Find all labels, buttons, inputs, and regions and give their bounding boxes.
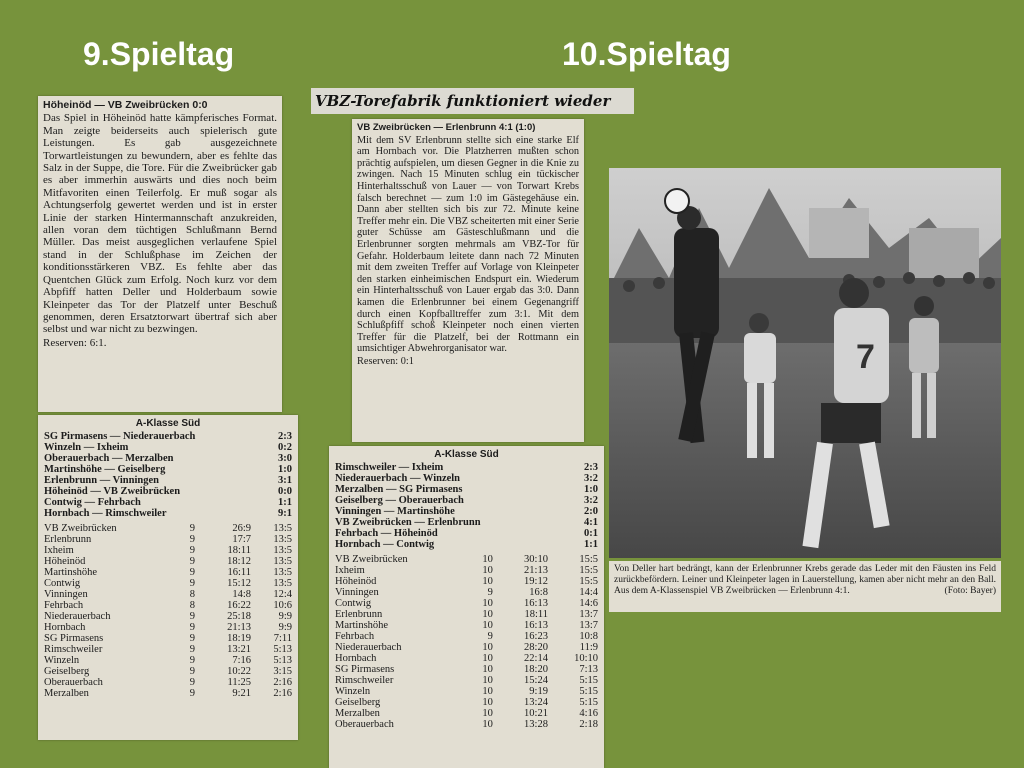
standings-row — [44, 556, 292, 567]
result-row — [335, 517, 598, 528]
standings-team: Hornbach — [335, 653, 377, 664]
table-title: A-Klasse Süd — [135, 418, 201, 429]
standings-team: Merzalben — [44, 688, 89, 699]
standings-points: 10:10 — [574, 653, 598, 664]
standings-row — [335, 675, 598, 686]
standings-goals: 22:14 — [524, 653, 548, 664]
standings-row — [335, 620, 598, 631]
standings-points: 4:16 — [579, 708, 598, 719]
standings-team: Höheinöd — [44, 556, 86, 567]
standings-row — [335, 719, 598, 730]
standings-team: Fehrbach — [335, 631, 375, 642]
standings-team: Winzeln — [44, 655, 80, 666]
standings-goals: 15:12 — [227, 578, 252, 589]
standings-goals: 11:25 — [227, 677, 252, 688]
standings-team: Erlenbrunn — [335, 609, 383, 620]
standings-games: 10 — [482, 565, 493, 576]
standings-points: 15:5 — [579, 576, 598, 587]
standings-team: SG Pirmasens — [335, 664, 395, 675]
standings-row — [44, 644, 292, 655]
standings-games: 10 — [482, 642, 493, 653]
result-row — [335, 484, 598, 495]
standings-row — [44, 534, 292, 545]
standings-row — [335, 708, 598, 719]
standings-team: Vinningen — [335, 587, 379, 598]
standings-team: Niederauerbach — [335, 642, 402, 653]
standings-row — [44, 589, 292, 600]
standings-games: 10 — [482, 653, 493, 664]
standings-row — [335, 587, 598, 598]
standings-goals: 30:10 — [524, 554, 548, 565]
standings-goals: 19:12 — [524, 576, 548, 587]
standings-row — [44, 545, 292, 556]
standings-games: 9 — [189, 567, 195, 578]
standings-team: Oberauerbach — [44, 677, 103, 688]
standings-points: 5:15 — [579, 675, 598, 686]
results-table — [44, 431, 292, 519]
standings-goals: 13:21 — [227, 644, 252, 655]
article-headline: Höheinöd — VB Zweibrücken 0:0 — [43, 99, 208, 111]
standings-row — [44, 655, 292, 666]
result-match: Hornbach — Rimschweiler — [44, 508, 167, 519]
result-row — [44, 453, 292, 464]
standings-row — [44, 611, 292, 622]
standings-points: 14:4 — [579, 587, 598, 598]
standings-points: 13:7 — [579, 609, 598, 620]
standings-team: Geiselberg — [44, 666, 90, 677]
standings-team: Rimschweiler — [44, 644, 103, 655]
standings-goals: 17:7 — [232, 534, 252, 545]
standings-goals: 21:13 — [227, 622, 252, 633]
standings-points: 10:8 — [579, 631, 598, 642]
standings-points: 13:5 — [273, 567, 292, 578]
standings-goals: 14:8 — [232, 589, 252, 600]
standings-games: 9 — [189, 688, 195, 699]
standings-team: Contwig — [44, 578, 81, 589]
match-photo-image — [609, 168, 1001, 558]
standings-row — [44, 666, 292, 677]
result-row — [44, 431, 292, 442]
standings-points: 13:5 — [273, 545, 292, 556]
heading-9-spieltag: 9.Spieltag — [83, 36, 235, 72]
standings-team: SG Pirmasens — [44, 633, 104, 644]
result-match: Höheinöd — VB Zweibrücken — [44, 486, 181, 497]
result-score: 1:0 — [584, 484, 598, 495]
standings-row — [335, 664, 598, 675]
standings-games: 9 — [189, 677, 195, 688]
standings-team: Winzeln — [335, 686, 371, 697]
result-score: 4:1 — [584, 517, 598, 528]
results-table — [335, 462, 598, 550]
photo-caption: Von Deller hart bedrängt, kann der Erlenbrunner Krebs gerade das Leder mit den Fäusten ins Feld zurückbefördern. Leiner und Kleinpeter lagen in Lauerstellung, kamen aber nicht mehr an den Ball. Aus dem A-Klassenspiel VB Zweibrücken — Erlenbrunn 4:1. — [614, 564, 996, 596]
standings-row — [335, 576, 598, 587]
standings-games: 9 — [189, 534, 195, 545]
standings-games: 10 — [482, 719, 493, 730]
standings-goals: 25:18 — [227, 611, 252, 622]
standings-team: Vinningen — [44, 589, 88, 600]
result-match: Rimschweiler — Ixheim — [335, 462, 444, 473]
standings-points: 7:13 — [579, 664, 598, 675]
result-match: Martinshöhe — Geiselberg — [44, 464, 166, 475]
jersey-number: 7 — [856, 338, 875, 376]
standings-team: Rimschweiler — [335, 675, 394, 686]
result-score: 2:3 — [278, 431, 292, 442]
standings-games: 9 — [189, 578, 195, 589]
standings-goals: 16:8 — [529, 587, 548, 598]
result-score: 2:0 — [584, 506, 598, 517]
standings-goals: 18:20 — [524, 664, 548, 675]
standings-games: 10 — [482, 620, 493, 631]
result-score: 9:1 — [278, 508, 292, 519]
article-headline: VB Zweibrücken — Erlenbrunn 4:1 (1:0) — [357, 122, 536, 133]
article-body: Das Spiel in Höheinöd hatte kämpferisches Format. Man zeigte beiderseits auch spielerisch gute Leistungen. Es gab ausgezeichnete Torwartleistungen zu bewundern, aber es fehlte das Salz in der Suppe, die Tore. Für die Zweibrücker gab es aber immerhin auswärts und dies noch beim Mitfavoriten einen Teilerfolg. Er muß sogar als Achtungserfolg gewertet werden und ist in erster Linie der starken Hintermannschaft anzukreiden, allen voran dem tüchtigen Schlußmann Bernd Müller. Das meist ausgeglichen verlaufene Spiel stand in der Schlußphase im Zeichen der konditionsstärkeren VBZ. Es fehlte aber das Quentchen Glück zum Erfolg. Noch kurz vor dem Abpfiff hatten Deller und Holderbaum sowie Kleinpeter das Tor der Platzelf unter Beschuß genommen, deren Ersatztorwart übertraf sich aber selbst und war nicht zu bezwingen. — [43, 112, 277, 336]
standings-row — [335, 598, 598, 609]
standings-games: 8 — [189, 589, 195, 600]
standings-row — [335, 697, 598, 708]
standings-row — [335, 631, 598, 642]
standings-games: 9 — [189, 622, 195, 633]
result-match: Contwig — Fehrbach — [44, 497, 141, 508]
standings-goals: 16:13 — [524, 598, 548, 609]
standings-row — [335, 554, 598, 565]
standings-games: 10 — [482, 554, 493, 565]
standings-games: 10 — [482, 664, 493, 675]
standings-team: Erlenbrunn — [44, 534, 92, 545]
standings-points: 9:9 — [278, 611, 292, 622]
standings-games: 9 — [487, 587, 493, 598]
result-score: 0:1 — [584, 528, 598, 539]
table-spieltag-10 — [329, 446, 604, 768]
standings-team: Martinshöhe — [335, 620, 389, 631]
standings-games: 10 — [482, 609, 493, 620]
standings-points: 15:5 — [579, 565, 598, 576]
article-reserves: Reserven: 0:1 — [357, 355, 414, 367]
standings-goals: 26:9 — [232, 523, 252, 534]
result-match: Fehrbach — Höheinöd — [335, 528, 438, 539]
standings-team: VB Zweibrücken — [44, 523, 117, 534]
result-score: 3:1 — [278, 475, 292, 486]
result-row — [44, 442, 292, 453]
result-score: 0:2 — [278, 442, 292, 453]
standings-row — [44, 600, 292, 611]
table-spieltag-9 — [38, 415, 298, 740]
standings-goals: 16:13 — [524, 620, 548, 631]
standings-points: 7:11 — [273, 633, 292, 644]
standings-games: 10 — [482, 697, 493, 708]
standings-games: 9 — [189, 545, 195, 556]
standings-table — [44, 523, 292, 699]
article-spieltag-10 — [352, 119, 584, 442]
standings-goals: 16:11 — [227, 567, 252, 578]
result-score: 0:0 — [278, 486, 292, 497]
standings-games: 9 — [189, 655, 195, 666]
standings-goals: 13:28 — [524, 719, 548, 730]
photo-caption-box — [609, 561, 1001, 612]
standings-team: Oberauerbach — [335, 719, 394, 730]
standings-team: Merzalben — [335, 708, 380, 719]
standings-goals: 18:12 — [227, 556, 252, 567]
table-title: A-Klasse Süd — [434, 449, 499, 460]
standings-points: 12:4 — [273, 589, 292, 600]
standings-games: 8 — [189, 600, 195, 611]
standings-goals: 9:21 — [232, 688, 252, 699]
standings-points: 5:13 — [273, 644, 292, 655]
standings-games: 10 — [482, 576, 493, 587]
standings-games: 9 — [189, 644, 195, 655]
standings-points: 15:5 — [579, 554, 598, 565]
result-match: Winzeln — Ixheim — [44, 442, 129, 453]
standings-points: 9:9 — [278, 622, 292, 633]
result-score: 1:1 — [278, 497, 292, 508]
standings-row — [44, 633, 292, 644]
standings-points: 14:6 — [579, 598, 598, 609]
football — [665, 189, 689, 213]
standings-row — [44, 622, 292, 633]
standings-points: 13:5 — [273, 523, 292, 534]
standings-team: Martinshöhe — [44, 567, 98, 578]
standings-points: 13:5 — [273, 578, 292, 589]
standings-goals: 21:13 — [524, 565, 548, 576]
standings-points: 13:7 — [579, 620, 598, 631]
result-score: 3:2 — [584, 495, 598, 506]
standings-goals: 18:11 — [524, 609, 548, 620]
standings-goals: 16:23 — [524, 631, 548, 642]
result-match: SG Pirmasens — Niederauerbach — [44, 431, 196, 442]
result-score: 2:3 — [584, 462, 598, 473]
standings-games: 9 — [189, 556, 195, 567]
standings-goals: 13:24 — [524, 697, 548, 708]
result-match: Vinningen — Martinshöhe — [335, 506, 455, 517]
result-score: 3:0 — [278, 453, 292, 464]
standings-goals: 9:19 — [529, 686, 548, 697]
result-score: 1:0 — [278, 464, 292, 475]
article-banner-headline: VBZ-Torefabrik funktioniert wieder — [311, 88, 634, 114]
standings-games: 10 — [482, 675, 493, 686]
result-match: Niederauerbach — Winzeln — [335, 473, 461, 484]
standings-goals: 18:11 — [227, 545, 252, 556]
standings-games: 10 — [482, 708, 493, 719]
standings-points: 13:5 — [273, 556, 292, 567]
standings-points: 3:15 — [273, 666, 292, 677]
standings-team: Ixheim — [44, 545, 74, 556]
standings-points: 5:15 — [579, 686, 598, 697]
result-row — [335, 539, 598, 550]
standings-points: 2:18 — [579, 719, 598, 730]
standings-table — [335, 554, 598, 730]
standings-points: 5:13 — [273, 655, 292, 666]
standings-points: 2:16 — [273, 688, 292, 699]
result-match: Oberauerbach — Merzalben — [44, 453, 174, 464]
standings-row — [44, 523, 292, 534]
standings-points: 5:15 — [579, 697, 598, 708]
standings-games: 9 — [189, 611, 195, 622]
result-row — [44, 486, 292, 497]
standings-row — [44, 677, 292, 688]
standings-row — [335, 642, 598, 653]
result-row — [335, 528, 598, 539]
standings-games: 10 — [482, 598, 493, 609]
result-row — [335, 495, 598, 506]
standings-team: Ixheim — [335, 565, 365, 576]
result-score: 3:2 — [584, 473, 598, 484]
standings-team: Höheinöd — [335, 576, 377, 587]
result-row — [335, 473, 598, 484]
standings-goals: 15:24 — [524, 675, 548, 686]
standings-points: 13:5 — [273, 534, 292, 545]
standings-games: 9 — [487, 631, 493, 642]
standings-row — [335, 565, 598, 576]
standings-games: 10 — [482, 686, 493, 697]
result-match: Merzalben — SG Pirmasens — [335, 484, 463, 495]
match-photo — [609, 168, 1001, 558]
standings-row — [335, 653, 598, 664]
article-spieltag-9 — [38, 96, 282, 412]
heading-10-spieltag: 10.Spieltag — [562, 36, 731, 72]
standings-row — [335, 609, 598, 620]
result-row — [44, 464, 292, 475]
standings-goals: 10:21 — [524, 708, 548, 719]
standings-points: 2:16 — [273, 677, 292, 688]
standings-team: VB Zweibrücken — [335, 554, 408, 565]
result-row — [44, 497, 292, 508]
result-row — [44, 508, 292, 519]
photo-credit: (Foto: Bayer) — [944, 586, 996, 596]
article-body: Mit dem SV Erlenbrunn stellte sich eine starke Elf am Hornbach vor. Die Platzherren mußten schon prächtig aufspielen, um diesen Gegner in die Knie zu zwingen. Nach 15 Minuten schlug ein tückischer Hinterhaltsschuß von Lauer — von Torwart Krebs falsch berechnet — zum 1:0 im Gästegehäuse ein. Dann aber stellten sich bis zur 72. Minute keine Treffer mehr ein. Die VBZ scheiterten mit einer Serie guter Schüsse am Gästeschlußmann und die Erlenbrunner sorgten mehrmals am VBZ-Tor für Gefahr. Holderbaum leitete dann nach 72 Minuten mit dem zweiten Treffer auf Vorlage von Kleinpeter den starken einheimischen Endspurt ein. Wiederum ein Hinterhaltsschuß von Lauer ergab das 3:0. Dann kamen die Erlenbrunner bei einem Gegenangriff durch einen Kopfballtreffer zum 3:1. Mit dem Schlußpfiff schoß Kleinpeter noch einen vierten Treffer für die Platzelf, bei der Rottmann ein umsichtiger Abwehrorganisator war. — [357, 134, 579, 355]
result-match: Erlenbrunn — Vinningen — [44, 475, 159, 486]
standings-points: 11:9 — [579, 642, 598, 653]
result-score: 1:1 — [584, 539, 598, 550]
standings-goals: 10:22 — [227, 666, 252, 677]
standings-team: Hornbach — [44, 622, 86, 633]
standings-team: Geiselberg — [335, 697, 381, 708]
result-row — [335, 462, 598, 473]
standings-games: 9 — [189, 523, 195, 534]
standings-team: Fehrbach — [44, 600, 84, 611]
standings-row — [44, 578, 292, 589]
result-row — [335, 506, 598, 517]
standings-games: 9 — [189, 666, 195, 677]
standings-points: 10:6 — [273, 600, 292, 611]
standings-row — [44, 688, 292, 699]
standings-goals: 7:16 — [232, 655, 252, 666]
result-match: Geiselberg — Oberauerbach — [335, 495, 464, 506]
standings-goals: 18:19 — [227, 633, 252, 644]
result-row — [44, 475, 292, 486]
standings-team: Contwig — [335, 598, 372, 609]
article-reserves: Reserven: 6:1. — [43, 336, 107, 349]
standings-goals: 28:20 — [524, 642, 548, 653]
standings-row — [335, 686, 598, 697]
standings-team: Niederauerbach — [44, 611, 111, 622]
standings-games: 9 — [189, 633, 195, 644]
result-match: VB Zweibrücken — Erlenbrunn — [335, 517, 481, 528]
result-match: Hornbach — Contwig — [335, 539, 435, 550]
standings-goals: 16:22 — [227, 600, 252, 611]
standings-row — [44, 567, 292, 578]
